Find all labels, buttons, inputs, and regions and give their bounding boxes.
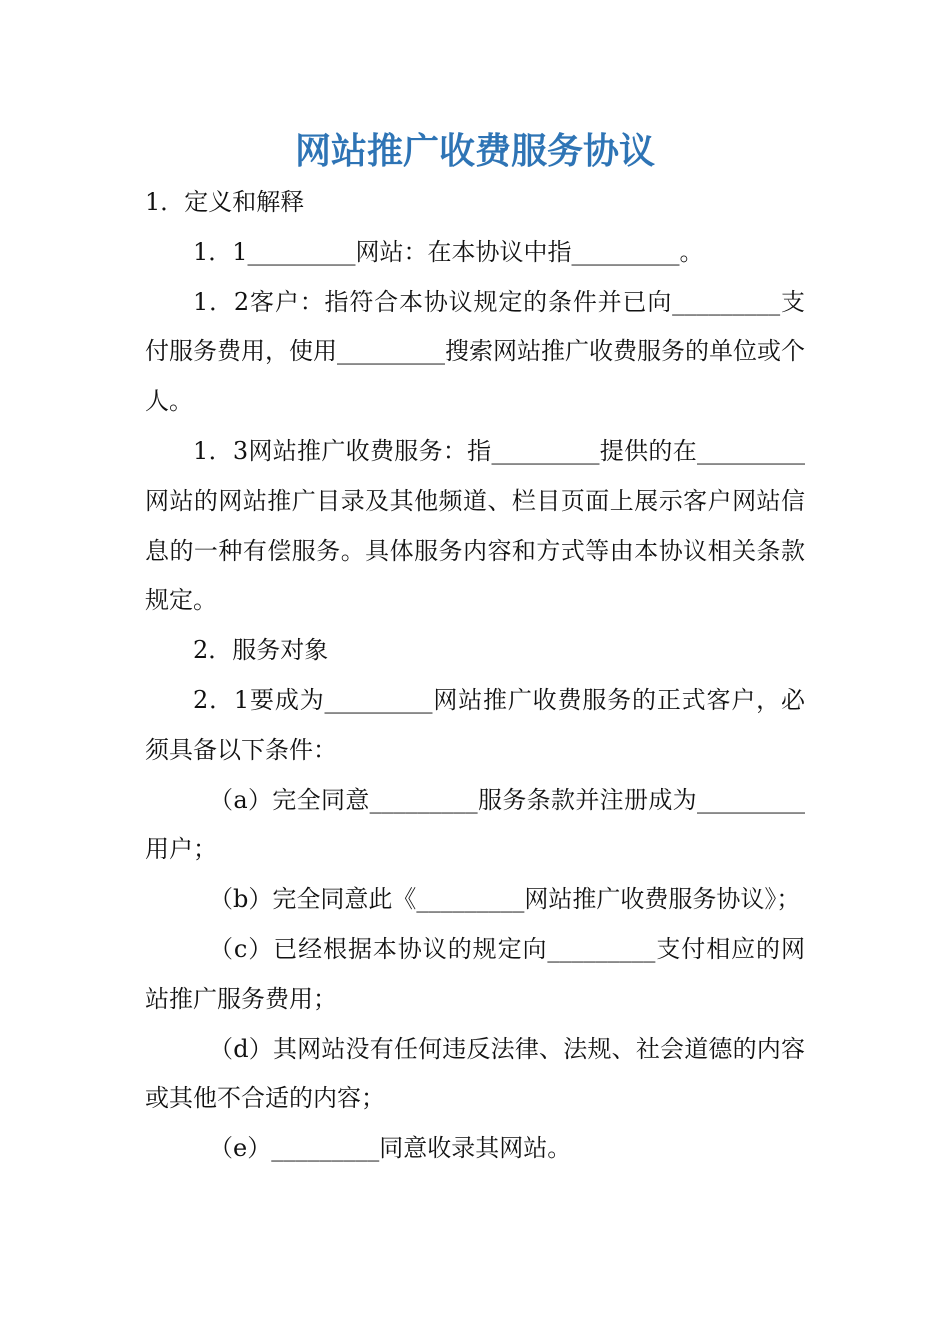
condition-d: （d）其网站没有任何违反法律、法规、社会道德的内容或其他不合适的内容；: [145, 1034, 805, 1113]
condition-e: （e）_________同意收录其网站。: [209, 1134, 572, 1163]
clause-1-2: 1．2客户：指符合本协议规定的条件并已向_________支付服务费用，使用_________搜索网站推广收费服务的单位或个人。: [145, 287, 805, 416]
clause-2-1: 2．1要成为_________网站推广收费服务的正式客户，必须具备以下条件：: [145, 685, 805, 764]
section-heading-2: 2．服务对象: [193, 636, 329, 665]
condition-a: （a）完全同意_________服务条款并注册成为_________用户；: [145, 785, 805, 864]
condition-b: （b）完全同意此《_________网站推广收费服务协议》；: [209, 885, 801, 914]
section-heading-1: 1．定义和解释: [145, 188, 305, 216]
clause-1-1: 1．1_________网站：在本协议中指_________。: [193, 237, 704, 266]
condition-c: （c）已经根据本协议的规定向_________支付相应的网站推广服务费用；: [145, 934, 805, 1013]
document-title: 网站推广收费服务协议: [294, 130, 655, 172]
clause-1-3: 1．3网站推广收费服务：指_________提供的在_________网站的网站推广目录及其他频道、栏目页面上展示客户网站信息的一种有偿服务。具体服务内容和方式等由本协议相关条款规定。: [145, 436, 805, 615]
document-body: [145, 178, 805, 1174]
